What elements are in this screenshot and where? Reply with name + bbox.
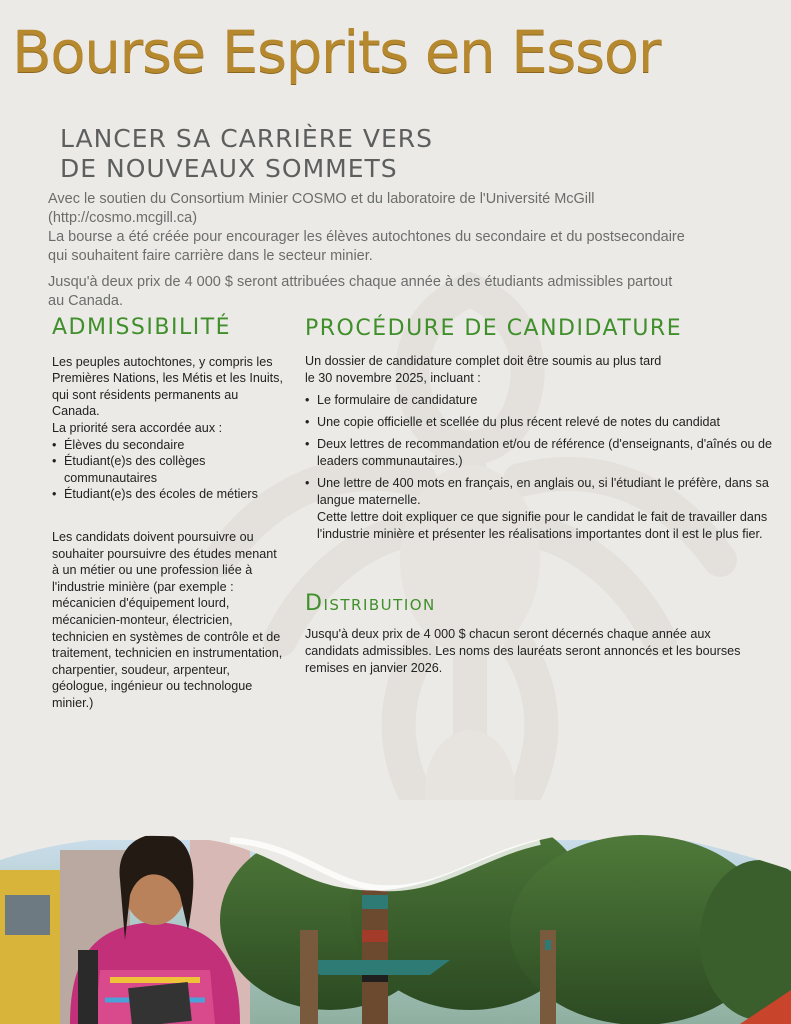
distribution-heading: Distribution — [305, 591, 436, 616]
procedure-intro-line-1: Un dossier de candidature complet doit être soumis au plus tard — [305, 354, 662, 368]
list-item: • Le formulaire de candidature — [305, 392, 775, 409]
procedure-heading: PROCÉDURE DE CANDIDATURE — [305, 316, 683, 341]
list-item: • Élèves du secondaire — [52, 437, 287, 454]
intro-line-1: Avec le soutien du Consortium Minier COSMO et du laboratoire de l'Université McGill — [48, 191, 595, 207]
eligibility-paragraph: Les peuples autochtones, y compris les Premières Nations, les Métis et les Inuits, qui sont résidents permanents au Canada. — [52, 354, 283, 419]
page-subtitle — [60, 124, 433, 184]
list-item: • Étudiant(e)s des écoles de métiers — [52, 486, 287, 503]
priority-label: La priorité sera accordée aux : — [52, 420, 223, 435]
distribution-section — [305, 591, 765, 677]
list-item: • Étudiant(e)s des collèges communautaires — [52, 453, 287, 486]
required-documents-list — [305, 392, 775, 543]
procedure-section — [305, 316, 775, 543]
intro-line-5: Jusqu'à deux prix de 4 000 $ seront attribuées chaque année à des étudiants admissibles partout — [48, 274, 673, 290]
list-item — [305, 475, 775, 543]
eligibility-section — [52, 315, 287, 711]
intro-line-4: qui souhaitent faire carrière dans le secteur minier. — [48, 248, 373, 264]
eligibility-heading: ADMISSIBILITÉ — [52, 315, 232, 340]
intro-line-2: (http://cosmo.mcgill.ca) — [48, 210, 198, 226]
subtitle-line-1: LANCER SA CARRIÈRE VERS — [60, 124, 433, 153]
intro-line-6: au Canada. — [48, 293, 123, 309]
list-item: • Deux lettres de recommandation et/ou de référence (d'enseignants, d'aînés ou de leaders communautaires.) — [305, 436, 775, 470]
letter-requirement: Une lettre de 400 mots en français, en anglais ou, si l'étudiant le préfère, dans sa langue maternelle. — [317, 476, 769, 507]
page-title: Bourse Esprits en Essor — [12, 18, 661, 86]
study-requirements-paragraph: Les candidats doivent poursuivre ou souhaiter poursuivre des études menant à un métier ou une profession liée à l'industrie minière (par exemple : mécanicien d'équipement lourd, mécanicien-monteur, électricien, technicien en systèmes de contrôle et de traitement, technicien en instrumentation, charpentier, soudeur, arpenteur, géologue, ingénieur ou technologue minier.) — [52, 529, 283, 710]
subtitle-line-2: DE NOUVEAUX SOMMETS — [60, 154, 398, 183]
letter-note: Cette lettre doit expliquer ce que signifie pour le candidat le fait de travailler dans l'industrie minière et présenter les réalisations importantes dont il est le plus fier. — [317, 510, 768, 541]
distribution-text: Jusqu'à deux prix de 4 000 $ chacun seront décernés chaque année aux candidats admissibles. Les noms des lauréats seront annoncés et les bourses remises en janvier 2026. — [305, 627, 741, 675]
intro-text — [48, 190, 748, 311]
priority-list — [52, 437, 287, 503]
procedure-intro-line-2: le 30 novembre 2025, incluant : — [305, 371, 481, 385]
student-totem-photo — [0, 800, 791, 1024]
intro-line-3: La bourse a été créée pour encourager les élèves autochtones du secondaire et du postsecondaire — [48, 229, 685, 245]
list-item: • Une copie officielle et scellée du plus récent relevé de notes du candidat — [305, 414, 775, 431]
